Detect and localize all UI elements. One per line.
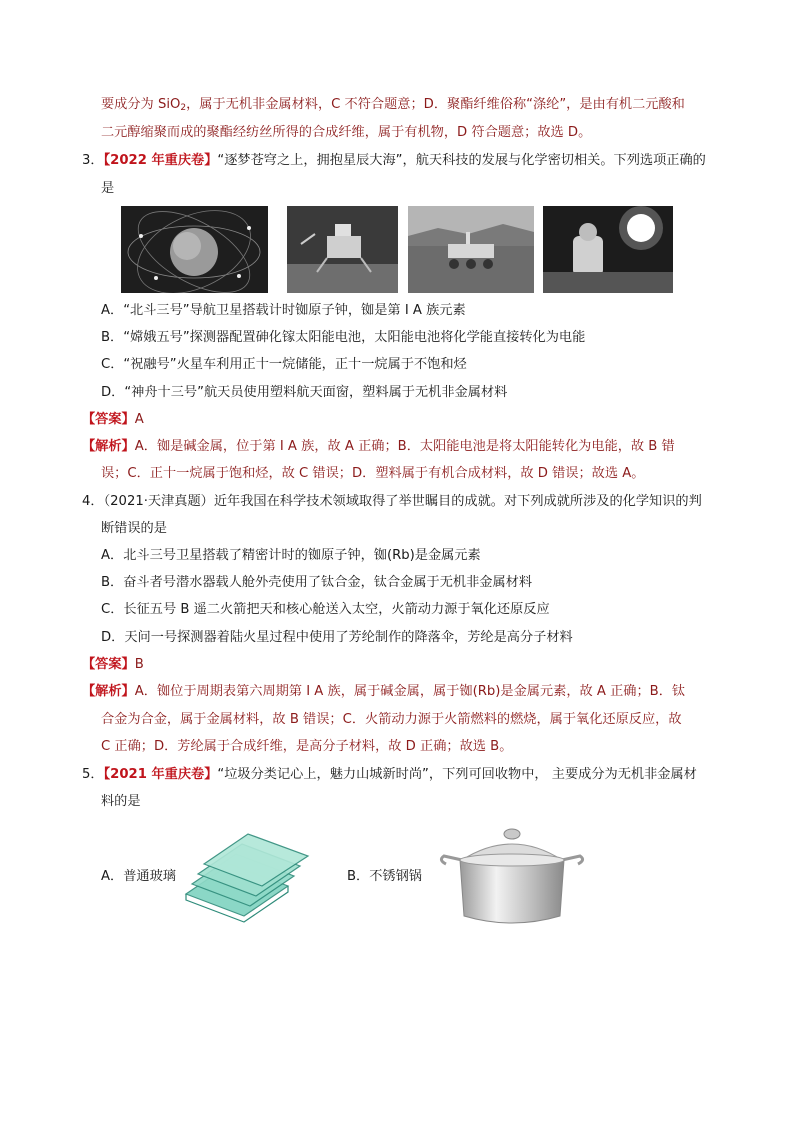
prev-analysis-line-2: 二元醇缩聚而成的聚酯经纺丝所得的合成纤维，属于有机物，D 符合题意；故选 D。 <box>101 125 592 140</box>
glass-sheets-image <box>180 832 315 928</box>
q4-option-c: C．长征五号 B 遥二火箭把天和核心舱送入太空，火箭动力源于氧化还原反应 <box>101 602 550 617</box>
astronaut-spacewalk-image <box>543 206 673 293</box>
question-4-stem: 4．（2021·天津真题）近年我国在科学技术领域取得了举世瞩目的成就。对下列成就所涉及的化学知识的判 <box>82 494 702 509</box>
prev-analysis-line-1: 要成分为 SiO$_2$，属于无机非金属材料，C 不符合题意；D．聚酯纤维俗称“涤纶”，是由有机二元酸和 <box>101 97 685 113</box>
q5-option-a: A．普通玻璃 <box>101 869 176 884</box>
q4-analysis-line-3: C 正确；D．芳纶属于合成纤维，是高分子材料，故 D 正确；故选 B。 <box>101 739 513 754</box>
q3-option-a: A．“北斗三号”导航卫星搭载计时铷原子钟，铷是第 I A 族元素 <box>101 303 466 318</box>
q3-analysis-line-1: 【解析】A．铷是碱金属，位于第 I A 族，故 A 正确；B．太阳能电池是将太阳能转化为电能，故 B 错 <box>82 439 675 454</box>
question-5-stem: 5．【2021 年重庆卷】“垃圾分类记心上，魅力山城新时尚”，下列可回收物中， 主要成分为无机非金属材 <box>82 767 697 782</box>
mars-rover-image <box>408 206 534 293</box>
question-4-stem-cont: 断错误的是 <box>101 521 167 536</box>
question-5-stem-cont: 料的是 <box>101 794 141 809</box>
q4-option-d: D．天问一号探测器着陆火星过程中使用了芳纶制作的降落伞，芳纶是高分子材料 <box>101 630 573 645</box>
q4-option-a: A．北斗三号卫星搭载了精密计时的铷原子钟，铷(Rb)是金属元素 <box>101 548 481 563</box>
question-3-stem: 3．【2022 年重庆卷】“逐梦苍穹之上，拥抱星辰大海”，航天科技的发展与化学密切相关。下列选项正确的 <box>82 153 706 168</box>
satellite-orbit-image <box>121 206 268 293</box>
q3-option-c: C．“祝融号”火星车利用正十一烷储能，正十一烷属于不饱和烃 <box>101 357 467 372</box>
q3-option-d: D．“神舟十三号”航天员使用塑料航天面窗，塑料属于无机非金属材料 <box>101 385 508 400</box>
lunar-lander-image <box>287 206 398 293</box>
q4-answer: 【答案】B <box>82 657 144 672</box>
stainless-pot-image <box>432 824 592 932</box>
q4-analysis-line-2: 合金为合金，属于金属材料，故 B 错误；C．火箭动力源于火箭燃料的燃烧，属于氧化还原反应，故 <box>101 712 682 727</box>
q3-answer: 【答案】A <box>82 412 144 427</box>
question-3-stem-cont: 是 <box>101 181 115 196</box>
q3-analysis-line-2: 误；C．正十一烷属于饱和烃，故 C 错误；D．塑料属于有机合成材料，故 D 错误；故选 A。 <box>101 466 645 481</box>
q5-option-b: B．不锈钢锅 <box>347 869 422 884</box>
q3-option-b: B．“嫦娥五号”探测器配置砷化镓太阳能电池，太阳能电池将化学能直接转化为电能 <box>101 330 586 345</box>
q4-option-b: B．奋斗者号潜水器载人舱外壳使用了钛合金，钛合金属于无机非金属材料 <box>101 575 533 590</box>
q4-analysis-line-1: 【解析】A．铷位于周期表第六周期第 I A 族，属于碱金属，属于铷(Rb)是金属元素，故 A 正确；B．钛 <box>82 684 686 699</box>
